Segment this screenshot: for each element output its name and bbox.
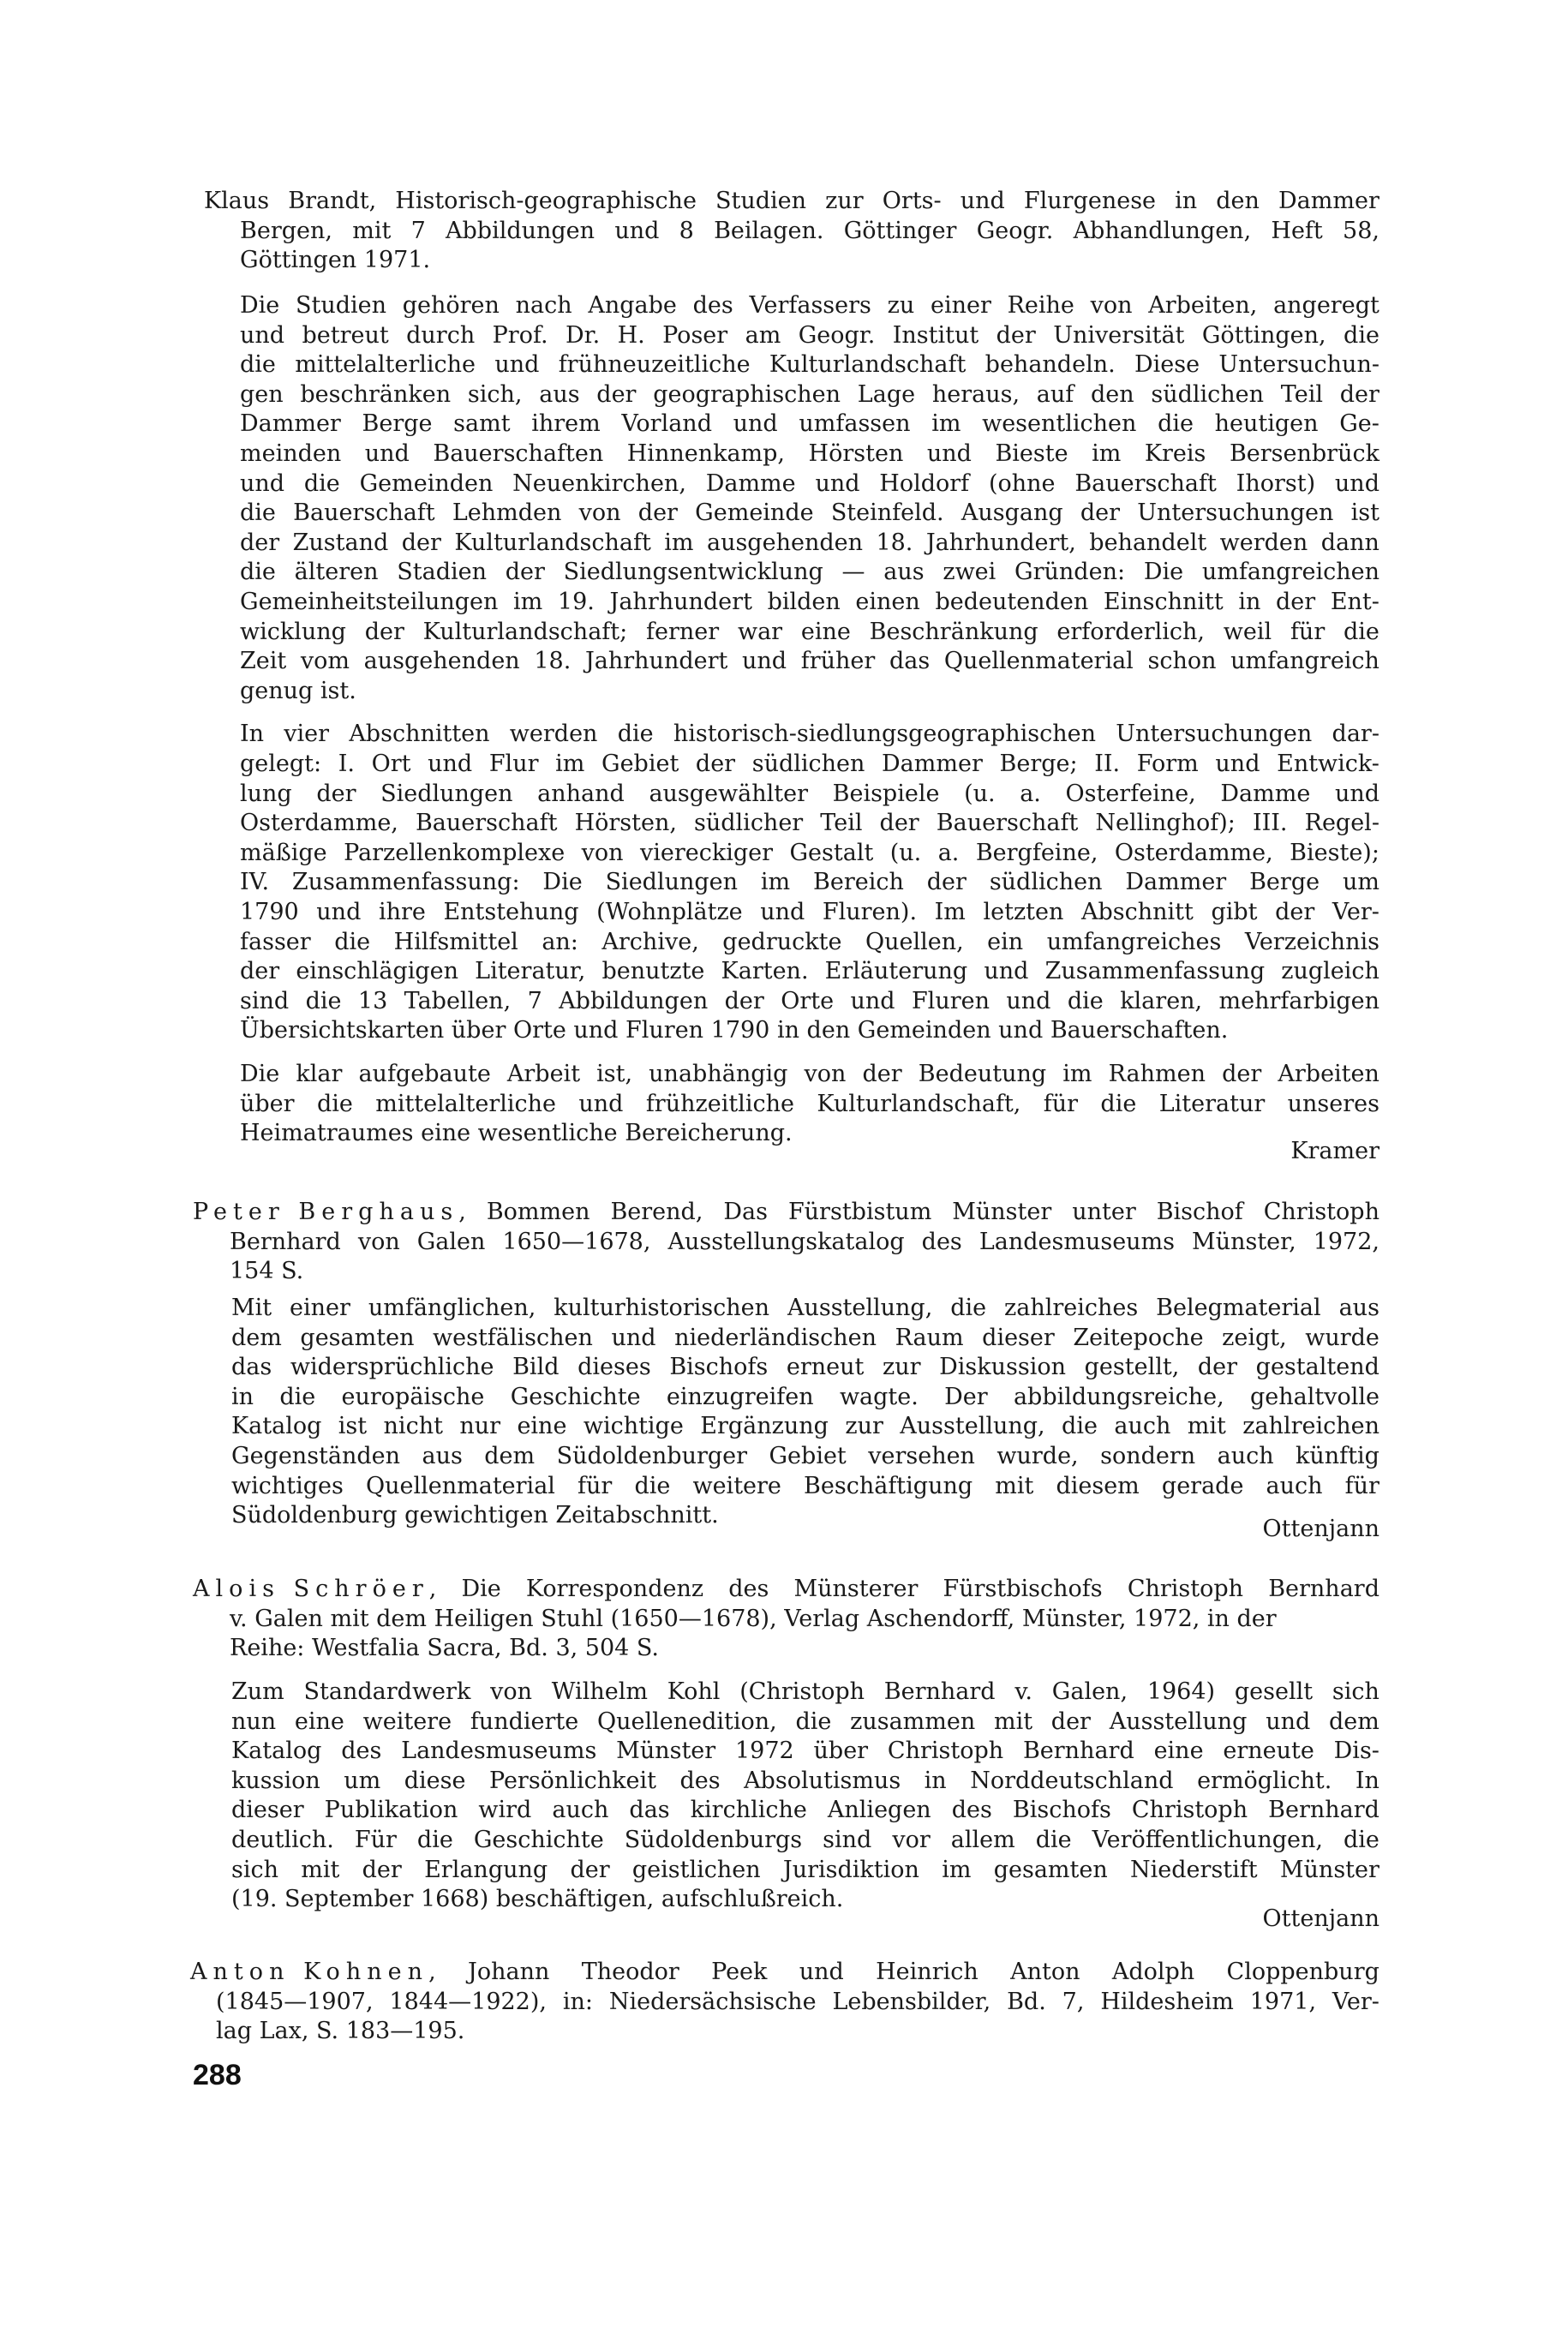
body-line: und die Gemeinden Neuenkirchen, Damme und Holdorf (ohne Bauerschaft Ihorst) und — [240, 470, 1379, 497]
body-line: wicklung der Kulturlandschaft; ferner war eine Beschränkung erforderlich, weil für die — [240, 618, 1379, 645]
citation-line: Anton Kohnen, Johann Theodor Peek und Heinrich Anton Adolph Cloppenburg — [190, 1959, 1379, 1985]
body-line: In vier Abschnitten werden die historisch-siedlungsgeographischen Untersuchungen dar- — [240, 721, 1379, 748]
author-name: Peter Berghaus, — [193, 1199, 466, 1225]
body-line: sich mit der Erlangung der geistlichen Jurisdiktion im gesamten Niederstift Münster — [231, 1856, 1379, 1883]
body-line: Dammer Berge samt ihrem Vorland und umfassen im wesentlichen die heutigen Ge- — [240, 410, 1379, 438]
body-line: wichtiges Quellenmaterial für die weitere Beschäftigung mit diesem gerade auch für — [231, 1472, 1379, 1499]
body-line: Gegenständen aus dem Südoldenburger Gebiet versehen wurde, sondern auch künftig — [231, 1443, 1379, 1469]
body-line: genug ist. — [240, 677, 356, 704]
body-line: Katalog ist nicht nur eine wichtige Ergänzung zur Ausstellung, die auch mit zahlreichen — [231, 1413, 1379, 1440]
body-line: der Zustand der Kulturlandschaft im ausgehenden 18. Jahrhundert, behandelt werden dann — [240, 529, 1379, 556]
body-line: IV. Zusammenfassung: Die Siedlungen im Bereich der südlichen Dammer Berge um — [240, 869, 1379, 896]
body-line: Gemeinheitsteilungen im 19. Jahrhundert bilden einen bedeutenden Einschnitt in der Ent- — [240, 589, 1379, 615]
body-line: dem gesamten westfälischen und niederländischen Raum dieser Zeitepoche zeigt, wurde — [231, 1324, 1379, 1351]
body-line: die Bauerschaft Lehmden von der Gemeinde Steinfeld. Ausgang der Untersuchungen ist — [240, 499, 1379, 527]
body-line: Die Studien gehören nach Angabe des Verfassers zu einer Reihe von Arbeiten, angeregt — [240, 292, 1379, 319]
reviewer-signature: Ottenjann — [1262, 1516, 1379, 1542]
body-line: fasser die Hilfsmittel an: Archive, gedruckte Quellen, ein umfangreiches Verzeichnis — [240, 928, 1379, 955]
citation-line: Klaus Brandt, Historisch-geographische Studien zur Orts- und Flurgenese in den Dammer — [204, 188, 1379, 214]
body-line: sind die 13 Tabellen, 7 Abbildungen der Orte und Fluren und die klaren, mehrfarbigen — [240, 987, 1379, 1014]
body-line: deutlich. Für die Geschichte Südoldenburgs sind vor allem die Veröffentlichungen, die — [231, 1827, 1379, 1853]
body-line: Osterdamme, Bauerschaft Hörsten, südlicher Teil der Bauerschaft Nellinghof); III. Regel- — [240, 810, 1379, 837]
author-name: Anton Kohnen, — [190, 1959, 436, 1985]
body-line: meinden und Bauerschaften Hinnenkamp, Hörsten und Bieste im Kreis Bersenbrück — [240, 440, 1379, 467]
body-line: Katalog des Landesmuseums Münster 1972 über Christoph Bernhard eine erneute Dis- — [231, 1738, 1379, 1765]
citation-line: 154 S. — [230, 1258, 304, 1285]
body-line: 1790 und ihre Entstehung (Wohnplätze und Fluren). Im letzten Abschnitt gibt der Ver- — [240, 899, 1379, 925]
body-line: und betreut durch Prof. Dr. H. Poser am Geogr. Institut der Universität Göttingen, die — [240, 321, 1379, 349]
citation-line: Bernhard von Galen 1650—1678, Ausstellungskatalog des Landesmuseums Münster, 1972, — [230, 1228, 1379, 1255]
citation-line: v. Galen mit dem Heiligen Stuhl (1650—1678), Verlag Aschendorff, Münster, 1972, in der — [230, 1605, 1277, 1632]
citation-line: Alois Schröer, Die Korrespondenz des Münsterer Fürstbischofs Christoph Bernhard — [193, 1576, 1379, 1602]
body-line: mäßige Parzellenkomplexe von viereckiger Gestalt (u. a. Bergfeine, Osterdamme, Bieste); — [240, 839, 1379, 866]
citation-line: lag Lax, S. 183—195. — [216, 2018, 465, 2045]
body-line: Übersichtskarten über Orte und Fluren 1790 in den Gemeinden und Bauerschaften. — [240, 1017, 1229, 1044]
body-line: gen beschränken sich, aus der geographischen Lage heraus, auf den südlichen Teil der — [240, 380, 1379, 408]
citation-line: Reihe: Westfalia Sacra, Bd. 3, 504 S. — [230, 1635, 660, 1662]
body-line: die mittelalterliche und frühneuzeitliche Kulturlandschaft behandeln. Diese Untersuchun- — [240, 351, 1379, 379]
body-line: das widersprüchliche Bild dieses Bischofs erneut zur Diskussion gestellt, der gestaltend — [231, 1354, 1379, 1381]
body-line: kussion um diese Persönlichkeit des Absolutismus in Norddeutschland ermöglicht. In — [231, 1767, 1379, 1794]
body-line: über die mittelalterliche und frühzeitliche Kulturlandschaft, für die Literatur unseres — [240, 1090, 1379, 1117]
reviewer-signature: Ottenjann — [1262, 1905, 1379, 1932]
body-line: in die europäische Geschichte einzugreifen wagte. Der abbildungsreiche, gehaltvolle — [231, 1383, 1379, 1410]
body-line: gelegt: I. Ort und Flur im Gebiet der südlichen Dammer Berge; II. Form und Entwick- — [240, 751, 1379, 777]
body-line: dieser Publikation wird auch das kirchliche Anliegen des Bischofs Christoph Bernhard — [231, 1797, 1379, 1824]
body-line: nun eine weitere fundierte Quellenedition, die zusammen mit der Ausstellung und dem — [231, 1708, 1379, 1735]
page-number: 288 — [193, 2059, 242, 2091]
citation-line: (1845—1907, 1844—1922), in: Niedersächsische Lebensbilder, Bd. 7, Hildesheim 1971, Ver- — [216, 1988, 1379, 2015]
body-line: Zum Standardwerk von Wilhelm Kohl (Christoph Bernhard v. Galen, 1964) gesellt sich — [231, 1678, 1379, 1705]
citation-line: Peter Berghaus, Bommen Berend, Das Fürstbistum Münster unter Bischof Christoph — [193, 1199, 1379, 1225]
body-line: Mit einer umfänglichen, kulturhistorischen Ausstellung, die zahlreiches Belegmaterial aus — [231, 1295, 1379, 1321]
body-line: Die klar aufgebaute Arbeit ist, unabhängig von der Bedeutung im Rahmen der Arbeiten — [240, 1061, 1379, 1087]
author-name: Alois Schröer, — [193, 1576, 437, 1602]
body-line: Südoldenburg gewichtigen Zeitabschnitt. — [231, 1502, 719, 1529]
body-line: Zeit vom ausgehenden 18. Jahrhundert und früher das Quellenmaterial schon umfangreich — [240, 648, 1379, 675]
body-line: der einschlägigen Literatur, benutzte Karten. Erläuterung und Zusammenfassung zugleich — [240, 958, 1379, 985]
body-line: lung der Siedlungen anhand ausgewählter Beispiele (u. a. Osterfeine, Damme und — [240, 780, 1379, 807]
citation-line: Göttingen 1971. — [240, 247, 431, 274]
body-line: (19. September 1668) beschäftigen, aufschlußreich. — [231, 1886, 844, 1913]
reviewer-signature: Kramer — [1290, 1138, 1379, 1164]
body-line: Heimatraumes eine wesentliche Bereicherung. — [240, 1120, 793, 1147]
citation-line: Bergen, mit 7 Abbildungen und 8 Beilagen. Göttinger Geogr. Abhandlungen, Heft 58, — [240, 217, 1379, 244]
body-line: die älteren Stadien der Siedlungsentwicklung — aus zwei Gründen: Die umfangreichen — [240, 559, 1379, 586]
